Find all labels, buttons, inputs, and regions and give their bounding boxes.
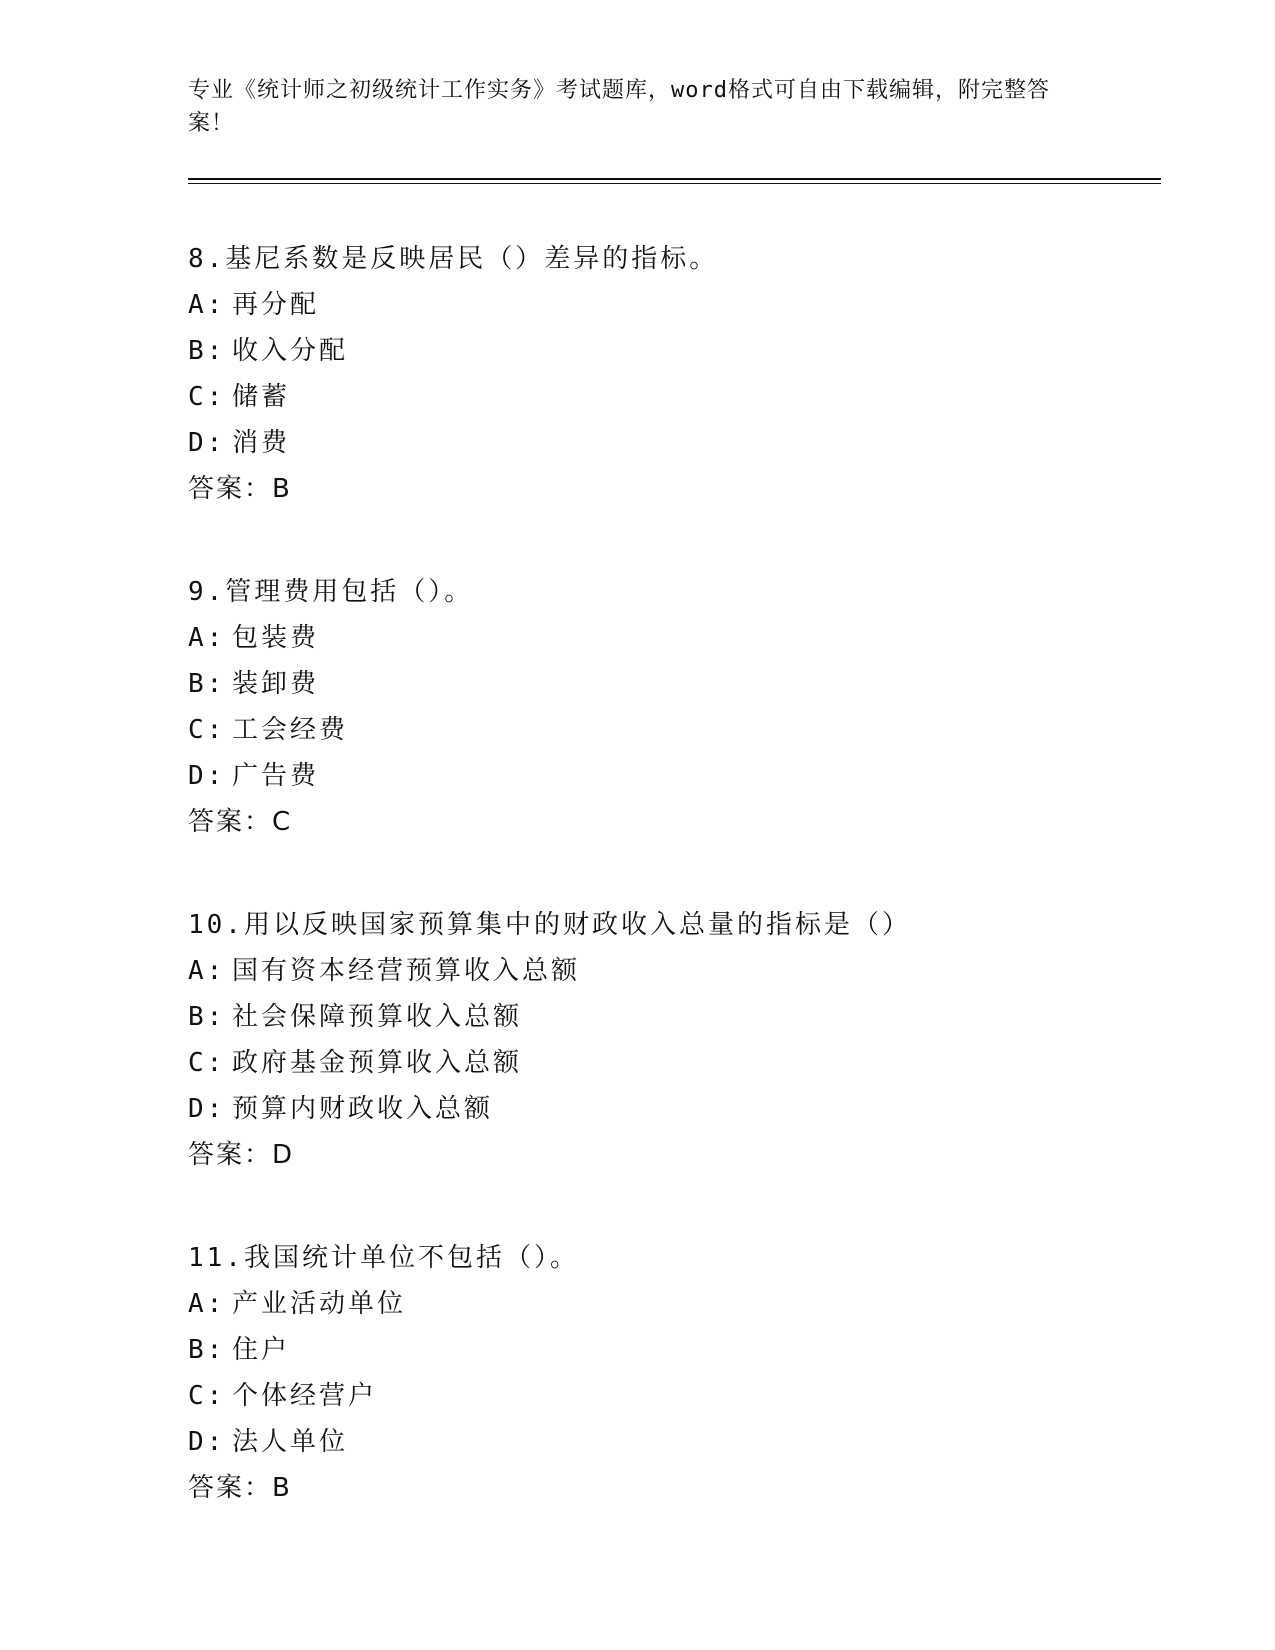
option-text: 收入分配 (232, 336, 349, 366)
option-letter: A: (188, 290, 226, 320)
answer-line: 答案：B (188, 474, 292, 504)
option-text: 广告费 (232, 761, 320, 791)
option-c (188, 1040, 1148, 1086)
question-9 (188, 569, 1148, 845)
option-b (188, 661, 1148, 707)
option-letter: B: (188, 669, 226, 699)
option-text: 储蓄 (232, 382, 291, 412)
option-b (188, 994, 1148, 1040)
question-10 (188, 902, 1148, 1178)
option-b (188, 1327, 1148, 1373)
answer-line: 答案：B (188, 1473, 292, 1503)
header-rule-thin (188, 183, 1161, 184)
option-text: 包装费 (232, 623, 320, 653)
option-text: 产业活动单位 (232, 1289, 407, 1319)
option-d (188, 420, 1148, 466)
option-text: 预算内财政收入总额 (232, 1094, 494, 1124)
question-8 (188, 236, 1148, 512)
question-list (188, 236, 1148, 1568)
option-c (188, 707, 1148, 753)
option-letter: C: (188, 1048, 226, 1078)
question-stem: 11.我国统计单位不包括（）。 (188, 1243, 579, 1273)
option-c (188, 1373, 1148, 1419)
option-letter: A: (188, 1289, 226, 1319)
question-stem: 8.基尼系数是反映居民（）差异的指标。 (188, 244, 719, 274)
question-stem: 10.用以反映国家预算集中的财政收入总量的指标是（） (188, 910, 911, 940)
option-text: 社会保障预算收入总额 (232, 1002, 523, 1032)
answer-line: 答案：D (188, 1140, 295, 1170)
option-letter: B: (188, 1002, 226, 1032)
option-text: 装卸费 (232, 669, 320, 699)
header-text: 专业《统计师之初级统计工作实务》考试题库，word格式可自由下载编辑，附完整答案！ (188, 78, 1050, 136)
option-a (188, 948, 1148, 994)
header-rule-thick (188, 178, 1161, 180)
question-11 (188, 1235, 1148, 1511)
option-letter: A: (188, 956, 226, 986)
option-text: 住户 (232, 1335, 291, 1365)
question-stem: 9.管理费用包括（）。 (188, 577, 474, 607)
option-letter: D: (188, 1094, 226, 1124)
option-d (188, 1419, 1148, 1465)
option-letter: D: (188, 1427, 226, 1457)
option-letter: C: (188, 1381, 226, 1411)
option-text: 法人单位 (232, 1427, 349, 1457)
option-letter: A: (188, 623, 226, 653)
option-b (188, 328, 1148, 374)
option-a (188, 615, 1148, 661)
option-letter: C: (188, 715, 226, 745)
option-letter: B: (188, 336, 226, 366)
option-letter: D: (188, 428, 226, 458)
option-letter: C: (188, 382, 226, 412)
option-a (188, 1281, 1148, 1327)
answer-line: 答案：C (188, 807, 293, 837)
option-letter: D: (188, 761, 226, 791)
option-text: 消费 (232, 428, 291, 458)
option-text: 个体经营户 (232, 1381, 378, 1411)
option-text: 工会经费 (232, 715, 349, 745)
option-a (188, 282, 1148, 328)
option-text: 政府基金预算收入总额 (232, 1048, 523, 1078)
option-text: 国有资本经营预算收入总额 (232, 956, 581, 986)
option-c (188, 374, 1148, 420)
option-text: 再分配 (232, 290, 320, 320)
option-d (188, 1086, 1148, 1132)
option-letter: B: (188, 1335, 226, 1365)
option-d (188, 753, 1148, 799)
